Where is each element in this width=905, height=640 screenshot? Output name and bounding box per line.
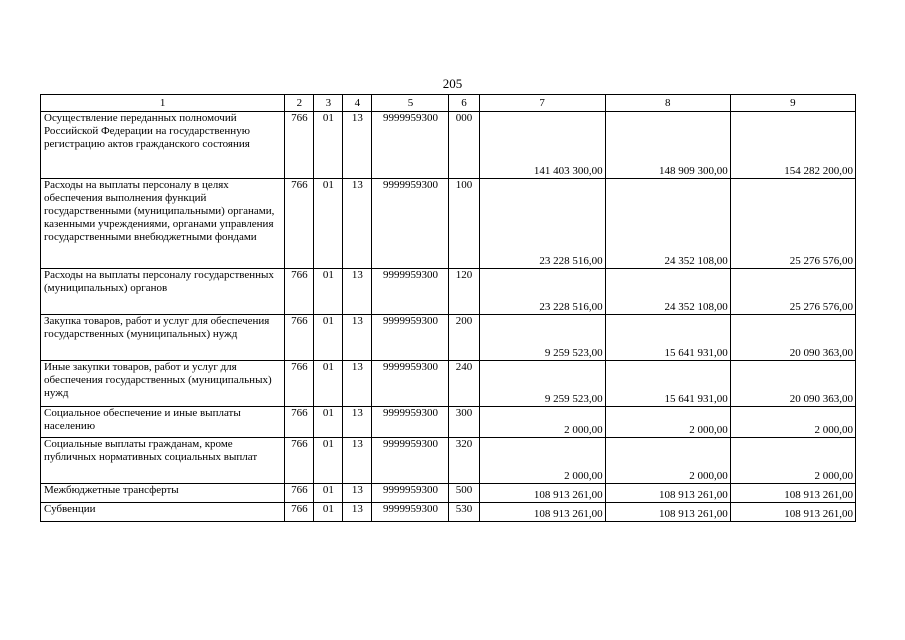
- row-name: Осуществление переданных полномочий Российской Федерации на государственную регистрацию актов гражданского состояния: [41, 112, 285, 179]
- row-col-6: 530: [449, 503, 479, 522]
- header-cell-3: 3: [314, 95, 343, 112]
- row-col-4: 13: [343, 269, 372, 315]
- header-cell-4: 4: [343, 95, 372, 112]
- row-col-3: 01: [314, 484, 343, 503]
- row-col-8: 24 352 108,00: [605, 269, 730, 315]
- row-col-8: 148 909 300,00: [605, 112, 730, 179]
- header-cell-1: 1: [41, 95, 285, 112]
- table-row: [41, 503, 856, 522]
- row-col-2: 766: [285, 269, 314, 315]
- row-col-5: 9999959300: [372, 361, 449, 407]
- row-col-7: 141 403 300,00: [479, 112, 605, 179]
- row-col-8: 24 352 108,00: [605, 179, 730, 269]
- row-col-5: 9999959300: [372, 484, 449, 503]
- row-col-2: 766: [285, 315, 314, 361]
- row-name: Субвенции: [41, 503, 285, 522]
- row-col-4: 13: [343, 438, 372, 484]
- table-row: [41, 315, 856, 361]
- header-cell-6: 6: [449, 95, 479, 112]
- row-col-7: 108 913 261,00: [479, 503, 605, 522]
- table-row: [41, 269, 856, 315]
- header-cell-9: 9: [730, 95, 855, 112]
- row-col-9: 108 913 261,00: [730, 484, 855, 503]
- row-col-9: 20 090 363,00: [730, 361, 855, 407]
- row-col-6: 240: [449, 361, 479, 407]
- row-col-6: 000: [449, 112, 479, 179]
- budget-table: [40, 94, 856, 522]
- row-col-2: 766: [285, 112, 314, 179]
- row-col-7: 2 000,00: [479, 438, 605, 484]
- header-cell-7: 7: [479, 95, 605, 112]
- row-col-4: 13: [343, 315, 372, 361]
- row-col-7: 9 259 523,00: [479, 361, 605, 407]
- header-cell-2: 2: [285, 95, 314, 112]
- row-col-5: 9999959300: [372, 112, 449, 179]
- row-name: Социальные выплаты гражданам, кроме публичных нормативных социальных выплат: [41, 438, 285, 484]
- row-col-6: 300: [449, 407, 479, 438]
- row-col-3: 01: [314, 361, 343, 407]
- table-row: [41, 484, 856, 503]
- row-col-8: 108 913 261,00: [605, 484, 730, 503]
- row-col-3: 01: [314, 112, 343, 179]
- row-col-4: 13: [343, 484, 372, 503]
- row-col-2: 766: [285, 179, 314, 269]
- row-col-2: 766: [285, 407, 314, 438]
- row-col-6: 120: [449, 269, 479, 315]
- row-col-6: 320: [449, 438, 479, 484]
- row-col-9: 154 282 200,00: [730, 112, 855, 179]
- row-col-7: 2 000,00: [479, 407, 605, 438]
- row-col-4: 13: [343, 407, 372, 438]
- table-row: [41, 407, 856, 438]
- row-col-5: 9999959300: [372, 407, 449, 438]
- row-col-9: 25 276 576,00: [730, 179, 855, 269]
- table-row: [41, 438, 856, 484]
- row-col-3: 01: [314, 315, 343, 361]
- row-col-8: 2 000,00: [605, 438, 730, 484]
- row-col-2: 766: [285, 361, 314, 407]
- row-col-2: 766: [285, 484, 314, 503]
- row-col-8: 108 913 261,00: [605, 503, 730, 522]
- row-col-2: 766: [285, 503, 314, 522]
- row-col-7: 23 228 516,00: [479, 269, 605, 315]
- row-col-9: 108 913 261,00: [730, 503, 855, 522]
- row-name: Межбюджетные трансферты: [41, 484, 285, 503]
- row-col-5: 9999959300: [372, 269, 449, 315]
- row-col-6: 100: [449, 179, 479, 269]
- row-col-2: 766: [285, 438, 314, 484]
- row-col-4: 13: [343, 503, 372, 522]
- row-name: Иные закупки товаров, работ и услуг для обеспечения государственных (муниципальных) нужд: [41, 361, 285, 407]
- row-col-9: 2 000,00: [730, 438, 855, 484]
- row-col-6: 200: [449, 315, 479, 361]
- table-row: [41, 361, 856, 407]
- row-name: Расходы на выплаты персоналу в целях обеспечения выполнения функций государственными (муниципальными) органами, казенными учреждениями, органами управления государственными внебюджетными фондами: [41, 179, 285, 269]
- row-col-8: 2 000,00: [605, 407, 730, 438]
- header-cell-5: 5: [372, 95, 449, 112]
- row-col-5: 9999959300: [372, 179, 449, 269]
- row-col-9: 20 090 363,00: [730, 315, 855, 361]
- row-col-7: 9 259 523,00: [479, 315, 605, 361]
- row-col-5: 9999959300: [372, 315, 449, 361]
- row-col-3: 01: [314, 407, 343, 438]
- row-col-5: 9999959300: [372, 503, 449, 522]
- row-col-3: 01: [314, 503, 343, 522]
- row-col-7: 108 913 261,00: [479, 484, 605, 503]
- row-col-8: 15 641 931,00: [605, 315, 730, 361]
- row-col-4: 13: [343, 112, 372, 179]
- row-col-7: 23 228 516,00: [479, 179, 605, 269]
- row-col-9: 25 276 576,00: [730, 269, 855, 315]
- row-col-3: 01: [314, 269, 343, 315]
- row-name: Расходы на выплаты персоналу государственных (муниципальных) органов: [41, 269, 285, 315]
- table-row: [41, 112, 856, 179]
- table-row: [41, 179, 856, 269]
- row-col-3: 01: [314, 438, 343, 484]
- row-col-6: 500: [449, 484, 479, 503]
- row-col-4: 13: [343, 179, 372, 269]
- header-row: [41, 95, 856, 112]
- page-number: 205: [442, 76, 463, 91]
- header-cell-8: 8: [605, 95, 730, 112]
- row-col-5: 9999959300: [372, 438, 449, 484]
- row-name: Закупка товаров, работ и услуг для обеспечения государственных (муниципальных) нужд: [41, 315, 285, 361]
- row-name: Социальное обеспечение и иные выплаты населению: [41, 407, 285, 438]
- row-col-8: 15 641 931,00: [605, 361, 730, 407]
- row-col-9: 2 000,00: [730, 407, 855, 438]
- row-col-4: 13: [343, 361, 372, 407]
- row-col-3: 01: [314, 179, 343, 269]
